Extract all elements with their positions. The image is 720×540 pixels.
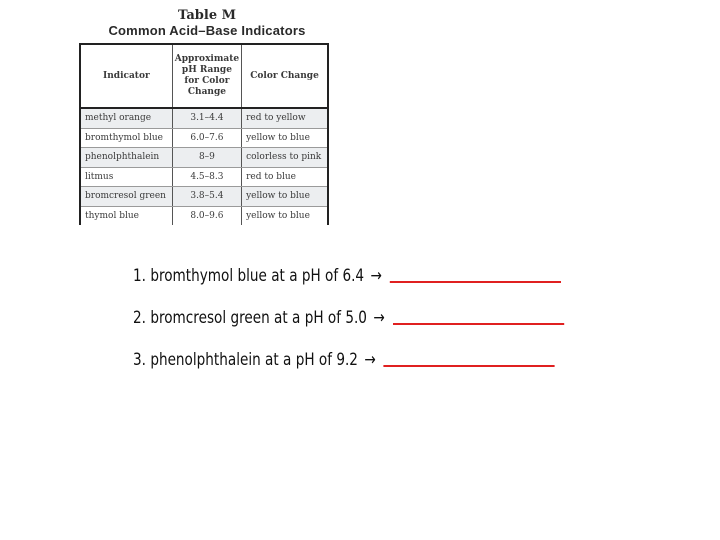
cell-indicator: bromcresol green <box>80 187 172 207</box>
question-text: bromthymol blue at a pH of 6.4 <box>150 266 365 286</box>
table-row <box>80 108 328 128</box>
cell-indicator: methyl orange <box>80 108 172 128</box>
cell-color-change: yellow to blue <box>242 128 328 148</box>
question-number: 2. <box>133 308 146 328</box>
cell-color-change: yellow to blue <box>242 187 328 207</box>
question-number: 1. <box>133 266 146 286</box>
cell-ph-range: 4.5–8.3 <box>172 167 241 187</box>
cell-ph-range: 3.8–5.4 <box>172 187 241 207</box>
table-row <box>80 187 328 207</box>
question-text: phenolphthalein at a pH of 9.2 <box>150 350 358 370</box>
table-header-row <box>80 44 328 108</box>
cell-ph-range: 6.0–7.6 <box>172 128 241 148</box>
table-row <box>80 128 328 148</box>
question-item <box>133 297 564 339</box>
question-item <box>133 339 564 381</box>
answer-blank[interactable] <box>390 281 561 283</box>
cell-ph-range: 3.1–4.4 <box>172 108 241 128</box>
arrow-right-icon: → <box>373 308 385 328</box>
header-ph-range: Approximate pH Range for Color Change <box>172 44 241 108</box>
question-list <box>133 255 564 381</box>
cell-indicator: thymol blue <box>85 210 139 221</box>
header-indicator: Indicator <box>80 44 172 108</box>
cell-ph-range: 8–9 <box>172 148 241 168</box>
question-number: 3. <box>133 350 146 370</box>
answer-blank[interactable] <box>384 365 555 367</box>
cell-indicator: bromthymol blue <box>80 128 172 148</box>
arrow-right-icon: → <box>370 266 382 286</box>
table-row <box>80 206 328 225</box>
question-text: bromcresol green at a pH of 5.0 <box>150 308 367 328</box>
answer-blank[interactable] <box>393 323 564 325</box>
table-row <box>80 148 328 168</box>
header-color-change: Color Change <box>242 44 328 108</box>
cell-ph-range: 8.0–9.6 <box>172 206 241 225</box>
table-title: Common Acid–Base Indicators <box>108 23 306 38</box>
indicator-table <box>79 43 329 225</box>
cell-color-change: red to yellow <box>242 108 328 128</box>
cell-indicator: litmus <box>80 167 172 187</box>
table-number: Table M <box>177 8 237 23</box>
cell-color-change: yellow to blue <box>242 206 328 225</box>
table-row <box>80 167 328 187</box>
cell-color-change: red to blue <box>242 167 328 187</box>
question-item <box>133 255 564 297</box>
cell-color-change: colorless to pink <box>242 148 328 168</box>
cell-indicator: phenolphthalein <box>80 148 172 168</box>
table-caption <box>82 8 332 39</box>
arrow-right-icon: → <box>364 350 376 370</box>
